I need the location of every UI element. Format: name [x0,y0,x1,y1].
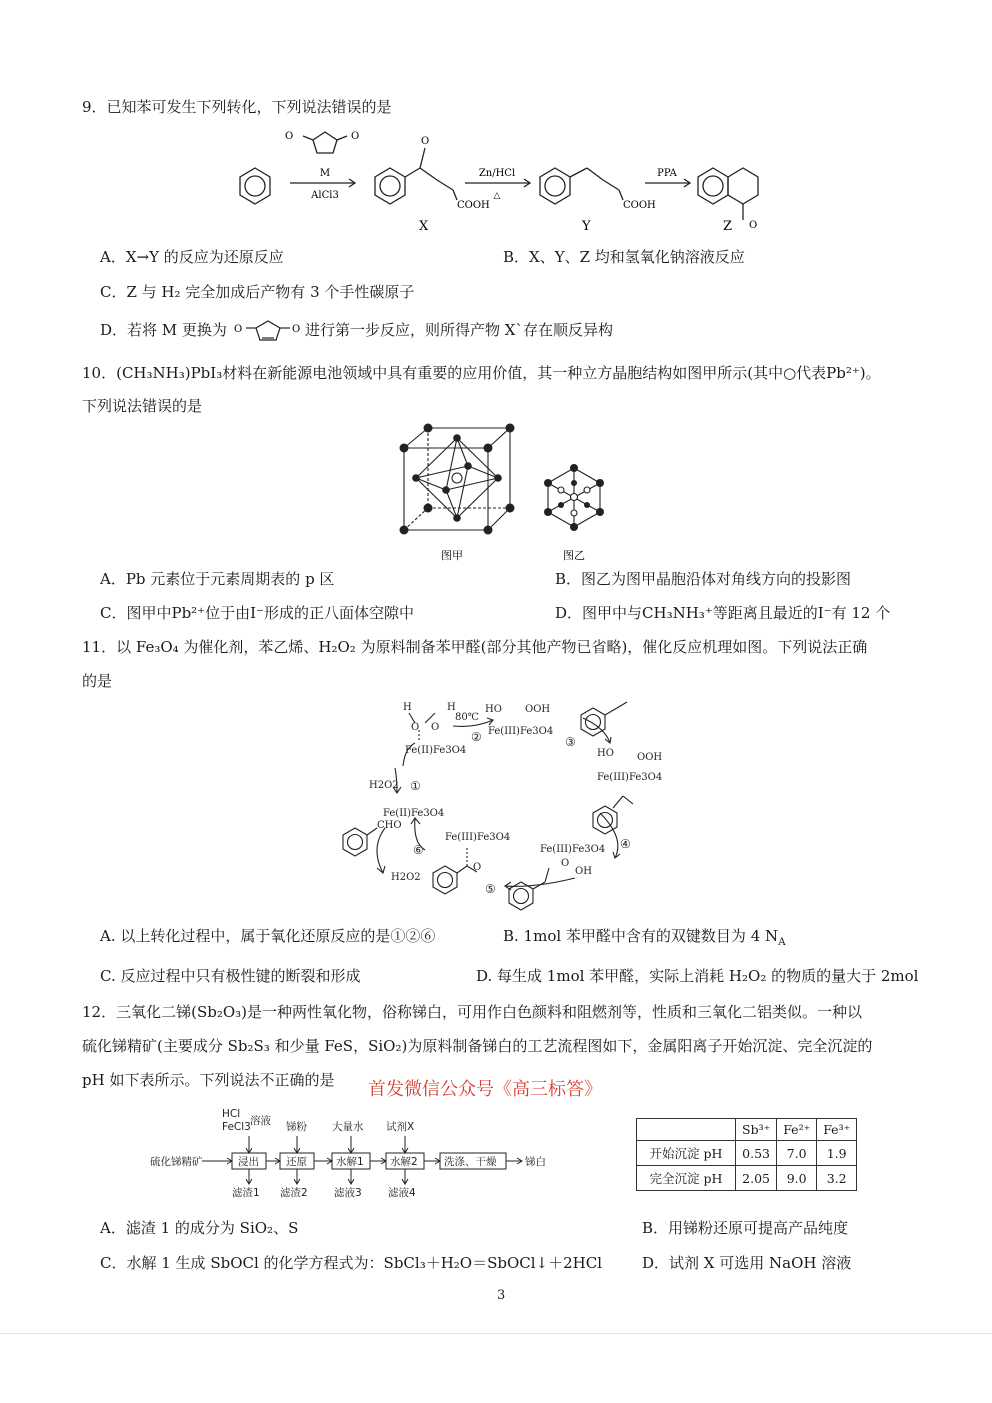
q12-option-b: B．用锑粉还原可提高产品纯度 [642,1219,849,1237]
q12-option-a: A．滤渣 1 的成分为 SiO₂、S [100,1219,299,1237]
page-divider [0,1333,992,1334]
o-epoxide: O [473,862,482,873]
q9-reaction-scheme [225,128,785,236]
m-carbonyl-o2: O [351,131,360,142]
maleic-anhydride-structure [232,316,304,344]
q10-stem-line2: 下列说法错误的是 [82,397,203,415]
o-bottom: O [561,858,570,869]
flow-in-water: 大量水 [332,1121,364,1133]
ho-top: HO [485,704,502,715]
step-3: ③ [565,735,576,749]
flow-out3: 滤液3 [334,1187,362,1199]
crystal-structure-figures [390,420,630,565]
m-carbonyl-o1: O [285,131,294,142]
q11-option-a: A. 以上转化过程中，属于氧化还原反应的是①②⑥ [100,927,436,945]
h2o2-bottom: H2O2 [391,872,421,883]
table-cell: 1.9 [817,1141,857,1166]
fe2-left: Fe(II)Fe3O4 [383,808,445,819]
h-left: H [403,702,412,713]
o-left: O [411,722,420,733]
flow-out4: 滤液4 [388,1187,416,1199]
table-header-cell: Sb³⁺ [736,1119,777,1141]
arrow1-bottom: AlCl3 [311,190,339,201]
ho-right: HO [597,748,614,759]
q11-stem-line2: 的是 [82,672,113,690]
arrow2-bottom: △ [493,191,501,201]
flow-box-hydro1: 水解1 [336,1156,364,1168]
q10-stem-line1: 10．(CH₃NH₃)PbI₃材料在新能源电池领域中具有重要的应用价值，其一种立方晶胞结构如图甲所示(其中○代表Pb²⁺)。 [82,364,881,382]
flow-out2: 滤渣2 [280,1187,308,1199]
h2o2-top: H2O2 [369,780,399,791]
table-header-cell [637,1119,736,1141]
q11-stem-line1: 11．以 Fe₃O₄ 为催化剂，苯乙烯、H₂O₂ 为原料制备苯甲醛(部分其他产物已省略)，催化反应机理如图。下列说法正确 [82,638,868,656]
q9-stem: 9．已知苯可发生下列转化，下列说法错误的是 [82,98,392,116]
step-4: ④ [620,837,631,851]
oh-label: OH [575,866,592,877]
q10-option-b: B．图乙为图甲晶胞沿体对角线方向的投影图 [555,570,852,588]
arrow3-top: PPA [657,168,677,179]
step-6: ⑥ [413,843,424,857]
watermark-text: 首发微信公众号《高三标答》 [368,1079,602,1100]
q11-option-b-sub: A [778,936,786,948]
q11-option-d: D. 每生成 1mol 苯甲醛，实际上消耗 H₂O₂ 的物质的量大于 2mol [476,967,919,985]
x-cooh: COOH [457,200,490,211]
arrow2-top: Zn/HCl [478,168,516,179]
label-y: Y [582,219,591,234]
table-cell: 完全沉淀 pH [637,1166,736,1191]
flow-in-sb: 锑粉 [286,1121,307,1133]
table-cell: 开始沉淀 pH [637,1141,736,1166]
table-row [637,1141,857,1166]
temp-label: 80℃ [455,712,479,723]
flow-box-leach: 浸出 [238,1156,259,1168]
flow-box-wash: 洗涤、干燥 [444,1156,497,1168]
flow-in-hcl: HCl [222,1108,241,1120]
q12-option-c: C．水解 1 生成 SbOCl 的化学方程式为：SbCl₃＋H₂O＝SbOCl↓＋2HCl [100,1254,603,1272]
cho-label: CHO [377,820,402,831]
flow-in-x: 试剂X [386,1121,415,1133]
label-x: X [419,219,429,234]
q10-option-c: C．图甲中Pb²⁺位于由I⁻形成的正八面体空隙中 [100,604,414,622]
flow-out1: 滤渣1 [232,1187,260,1199]
flow-in-soln: 溶液 [250,1115,271,1127]
h-right: H [447,702,456,713]
fig1-caption: 图甲 [441,549,463,562]
precipitation-ph-table [636,1118,857,1191]
fe3-top: Fe(III)Fe3O4 [488,726,554,737]
q12-stem-line2: 硫化锑精矿(主要成分 Sb₂S₃ 和少量 FeS，SiO₂)为原料制备锑白的工艺流程图如下，金属阳离子开始沉淀、完全沉淀的 [82,1037,873,1055]
q12-option-d: D．试剂 X 可选用 NaOH 溶液 [642,1254,852,1272]
step-5: ⑤ [485,882,496,896]
q12-stem-line3: pH 如下表所示。下列说法不正确的是 [82,1071,335,1089]
catalytic-mechanism-diagram [335,698,675,920]
table-cell: 3.2 [817,1166,857,1191]
ma-o1: O [234,324,243,335]
page-number: 3 [497,1288,506,1303]
table-cell: 2.05 [736,1166,777,1191]
flow-end: 锑白 [525,1156,546,1168]
label-z: Z [723,219,733,234]
table-cell: 0.53 [736,1141,777,1166]
q9-option-b: B．X、Y、Z 均和氢氧化钠溶液反应 [503,248,745,266]
table-header-row [637,1119,857,1141]
fig2-caption: 图乙 [563,549,585,562]
y-cooh: COOH [623,200,656,211]
step-1: ① [410,779,421,793]
q10-option-d: D．图甲中与CH₃NH₃⁺等距离且最近的I⁻有 12 个 [555,604,891,622]
flow-box-hydro2: 水解2 [390,1156,418,1168]
flow-box-reduce: 还原 [286,1156,307,1168]
q9-option-d-pre: D．若将 M 更换为 [100,321,227,339]
table-header-cell: Fe²⁺ [777,1119,817,1141]
fe3-bottom-left: Fe(III)Fe3O4 [445,832,511,843]
ooh-right: OOH [637,752,663,763]
x-carbonyl-o: O [421,136,430,147]
table-header-cell: Fe³⁺ [817,1119,857,1141]
o-right: O [431,722,440,733]
flow-start: 硫化锑精矿 [150,1156,203,1168]
ooh-top: OOH [525,704,551,715]
fe2-top: Fe(II)Fe3O4 [405,745,467,756]
fe3-right: Fe(III)Fe3O4 [597,772,663,783]
q9-option-d-post: 进行第一步反应，则所得产物 X`存在顺反异构 [305,321,613,339]
fe3-bottom-right: Fe(III)Fe3O4 [540,844,606,855]
q9-option-c: C．Z 与 H₂ 完全加成后产物有 3 个手性碳原子 [100,283,415,301]
table-row [637,1166,857,1191]
step-2: ② [471,730,482,744]
z-carbonyl-o: O [749,220,758,231]
q12-stem-line1: 12．三氧化二锑(Sb₂O₃)是一种两性氧化物，俗称锑白，可用作白色颜料和阻燃剂等，性质和三氧化二铝类似。一种以 [82,1003,862,1021]
flow-in-fecl3: FeCl3 [222,1121,251,1133]
arrow1-top: M [319,168,331,179]
process-flowchart [150,1106,560,1202]
q9-option-a: A．X→Y 的反应为还原反应 [100,248,284,266]
q10-option-a: A．Pb 元素位于元素周期表的 p 区 [100,570,335,588]
table-cell: 7.0 [777,1141,817,1166]
q11-option-b [503,926,786,952]
q11-option-c: C. 反应过程中只有极性键的断裂和形成 [100,967,361,985]
q11-option-b-text: B. 1mol 苯甲醛中含有的双键数目为 4 N [503,927,779,945]
table-cell: 9.0 [777,1166,817,1191]
ma-o2: O [292,324,301,335]
